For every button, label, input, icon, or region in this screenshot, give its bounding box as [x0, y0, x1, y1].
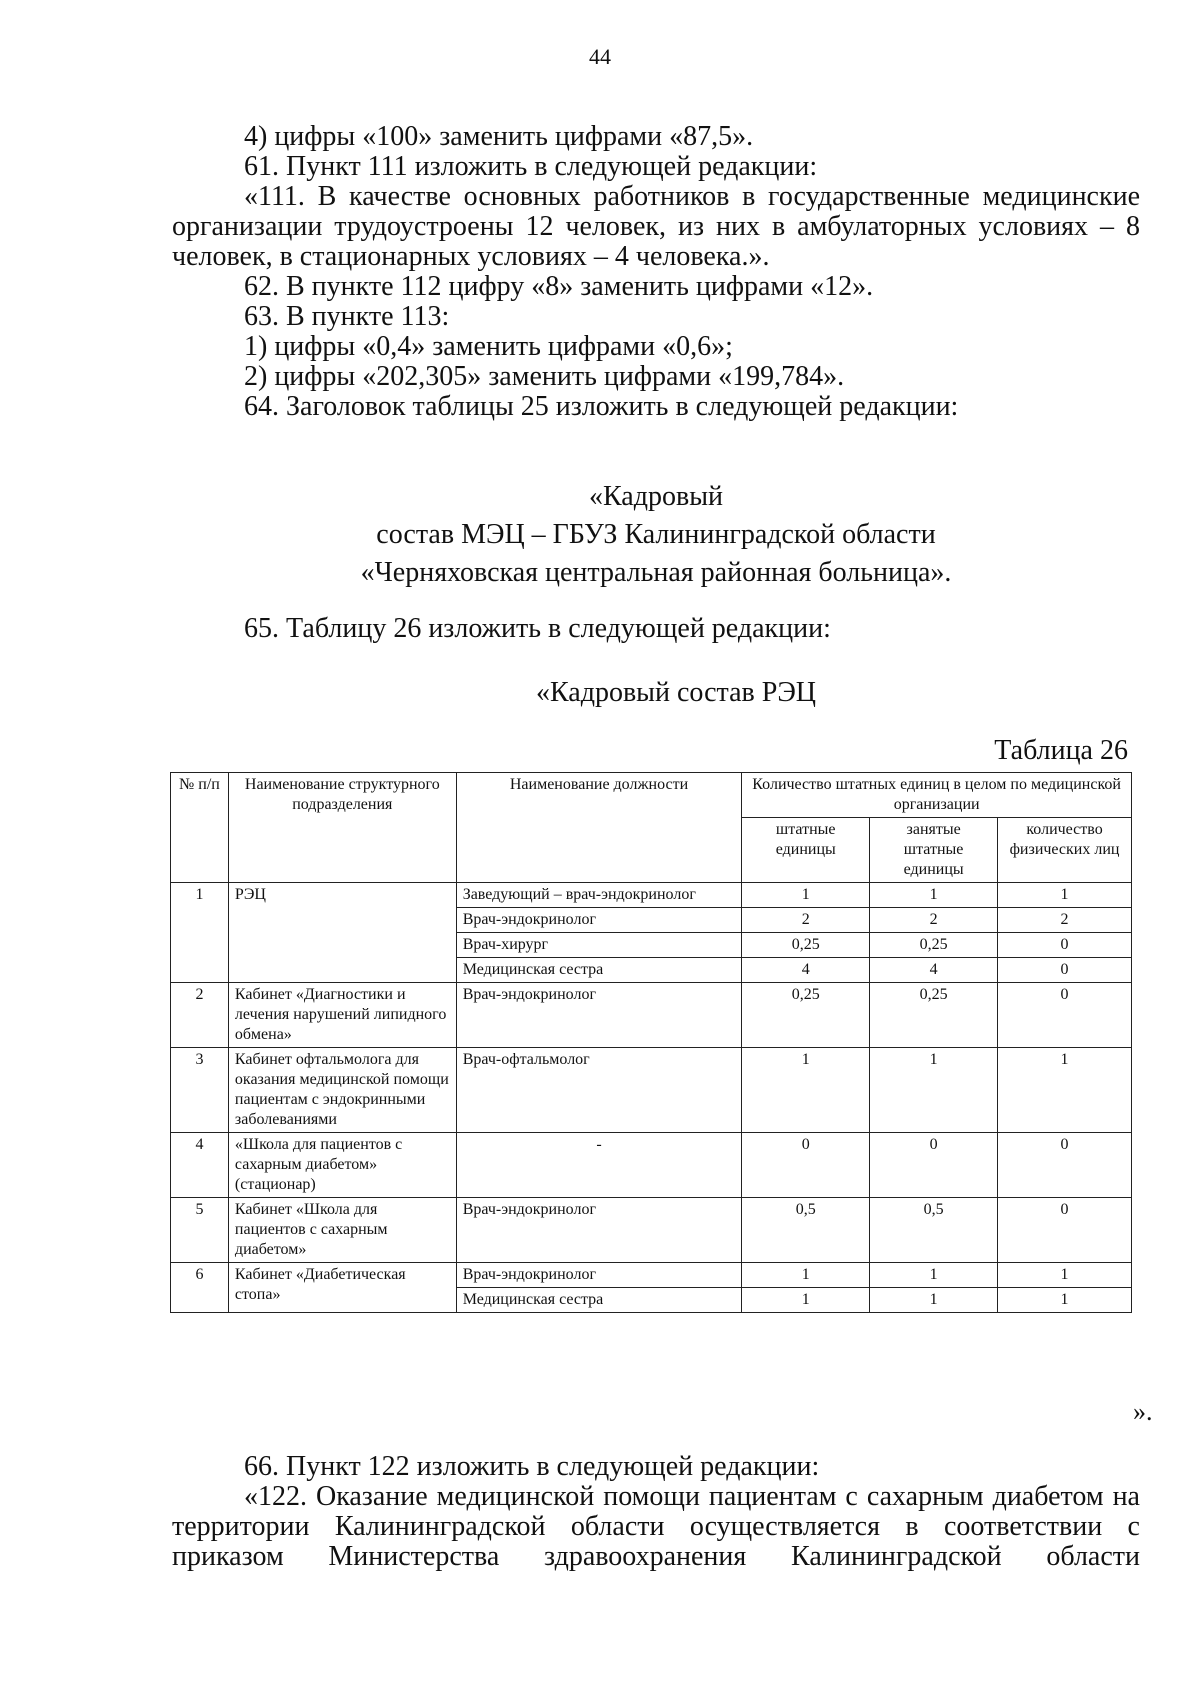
- table-row: [171, 1263, 1132, 1288]
- row-staff: 1: [742, 1288, 870, 1313]
- row-persons: 0: [998, 958, 1132, 983]
- row-staff: 2: [742, 908, 870, 933]
- table-caption: Таблица 26: [994, 735, 1128, 766]
- table25-title-line: «Черняховская центральная районная больница».: [360, 557, 952, 588]
- row-position: Врач-эндокринолог: [456, 1263, 742, 1288]
- row-position: Заведующий – врач-эндокринолог: [456, 883, 742, 908]
- paragraph: 4) цифры «100» заменить цифрами «87,5».: [244, 121, 754, 152]
- row-persons: 0: [998, 1198, 1132, 1263]
- row-position: Медицинская сестра: [456, 1288, 742, 1313]
- row-persons: 0: [998, 933, 1132, 958]
- row-num: 5: [171, 1198, 229, 1263]
- row-persons: 1: [998, 883, 1132, 908]
- staff-table: [170, 772, 1132, 1313]
- row-persons: 1: [998, 1288, 1132, 1313]
- header-occupied-units: занятые штатные единицы: [870, 818, 998, 883]
- row-num: 3: [171, 1048, 229, 1133]
- row-staff: 4: [742, 958, 870, 983]
- row-position: Врач-эндокринолог: [456, 908, 742, 933]
- row-staff: 1: [742, 883, 870, 908]
- row-num: 4: [171, 1133, 229, 1198]
- paragraph: «111. В качестве основных работников в государственные медицинские организации трудоустроены 12 человек, из них в амбулаторных условиях – 8 человек, в стационарных условиях – 4 человека.».: [172, 181, 1140, 272]
- header-staff-units: штатные единицы: [742, 818, 870, 883]
- amendment-text-bottom: [172, 1452, 1140, 1572]
- table25-title-line: «Кадровый: [589, 481, 723, 512]
- table-row: [171, 983, 1132, 1048]
- row-num: 6: [171, 1263, 229, 1313]
- table-row: [171, 1133, 1132, 1198]
- row-staff: 0,25: [742, 983, 870, 1048]
- row-staff: 0,25: [742, 933, 870, 958]
- row-persons: 0: [998, 1133, 1132, 1198]
- row-occupied: 0: [870, 1133, 998, 1198]
- table26-title: «Кадровый состав РЭЦ: [535, 677, 817, 708]
- header-group: Количество штатных единиц в целом по медицинской организации: [742, 773, 1132, 818]
- table-header-row: [171, 773, 1132, 818]
- row-persons: 0: [998, 983, 1132, 1048]
- amendment-text-top: [172, 122, 1140, 422]
- row-unit: РЭЦ: [228, 883, 456, 983]
- row-num: 1: [171, 883, 229, 983]
- row-position: Врач-офтальмолог: [456, 1048, 742, 1133]
- row-unit: Кабинет «Школа для пациентов с сахарным диабетом»: [228, 1198, 456, 1263]
- paragraph: 64. Заголовок таблицы 25 изложить в следующей редакции:: [244, 391, 959, 422]
- table-row: [171, 1198, 1132, 1263]
- row-position: -: [456, 1133, 742, 1198]
- row-staff: 1: [742, 1263, 870, 1288]
- row-occupied: 0,25: [870, 933, 998, 958]
- paragraph: 1) цифры «0,4» заменить цифрами «0,6»;: [244, 331, 733, 362]
- row-occupied: 1: [870, 1263, 998, 1288]
- row-occupied: 1: [870, 1288, 998, 1313]
- header-num: № п/п: [171, 773, 229, 883]
- row-occupied: 2: [870, 908, 998, 933]
- row-occupied: 1: [870, 1048, 998, 1133]
- row-staff: 0,5: [742, 1198, 870, 1263]
- row-persons: 2: [998, 908, 1132, 933]
- row-occupied: 0,5: [870, 1198, 998, 1263]
- paragraph: 2) цифры «202,305» заменить цифрами «199,784».: [244, 361, 845, 392]
- row-persons: 1: [998, 1263, 1132, 1288]
- row-num: 2: [171, 983, 229, 1048]
- page-number: 44: [589, 44, 611, 69]
- row-position: Врач-хирург: [456, 933, 742, 958]
- row-staff: 1: [742, 1048, 870, 1133]
- paragraph: 63. В пункте 113:: [244, 301, 450, 332]
- table-closing-quote: ».: [1133, 1397, 1153, 1426]
- row-staff: 0: [742, 1133, 870, 1198]
- table-row: [171, 883, 1132, 908]
- row-unit: «Школа для пациентов с сахарным диабетом» (стационар): [228, 1133, 456, 1198]
- paragraph: 65. Таблицу 26 изложить в следующей редакции:: [244, 613, 831, 644]
- row-position: Врач-эндокринолог: [456, 983, 742, 1048]
- table25-title: [172, 478, 1140, 592]
- header-persons: количество физических лиц: [998, 818, 1132, 883]
- row-position: Медицинская сестра: [456, 958, 742, 983]
- paragraph: «122. Оказание медицинской помощи пациентам с сахарным диабетом на территории Калининградской области осуществляется в соответствии с приказом Министерства здравоохранения Калининградской области: [172, 1481, 1140, 1572]
- table25-title-line: состав МЭЦ – ГБУЗ Калининградской области: [376, 519, 936, 550]
- row-position: Врач-эндокринолог: [456, 1198, 742, 1263]
- header-position: Наименование должности: [456, 773, 742, 883]
- paragraph-65-block: [172, 614, 1140, 644]
- row-unit: Кабинет офтальмолога для оказания медицинской помощи пациентам с эндокринными заболеваниями: [228, 1048, 456, 1133]
- row-unit: Кабинет «Диагностики и лечения нарушений липидного обмена»: [228, 983, 456, 1048]
- row-occupied: 1: [870, 883, 998, 908]
- table-row: [171, 1048, 1132, 1133]
- row-unit: Кабинет «Диабетическая стопа»: [228, 1263, 456, 1313]
- row-occupied: 4: [870, 958, 998, 983]
- row-persons: 1: [998, 1048, 1132, 1133]
- paragraph: 66. Пункт 122 изложить в следующей редакции:: [244, 1451, 820, 1482]
- header-unit: Наименование структурного подразделения: [228, 773, 456, 883]
- paragraph: 62. В пункте 112 цифру «8» заменить цифрами «12».: [244, 271, 874, 302]
- paragraph: 61. Пункт 111 изложить в следующей редакции:: [244, 151, 818, 182]
- row-occupied: 0,25: [870, 983, 998, 1048]
